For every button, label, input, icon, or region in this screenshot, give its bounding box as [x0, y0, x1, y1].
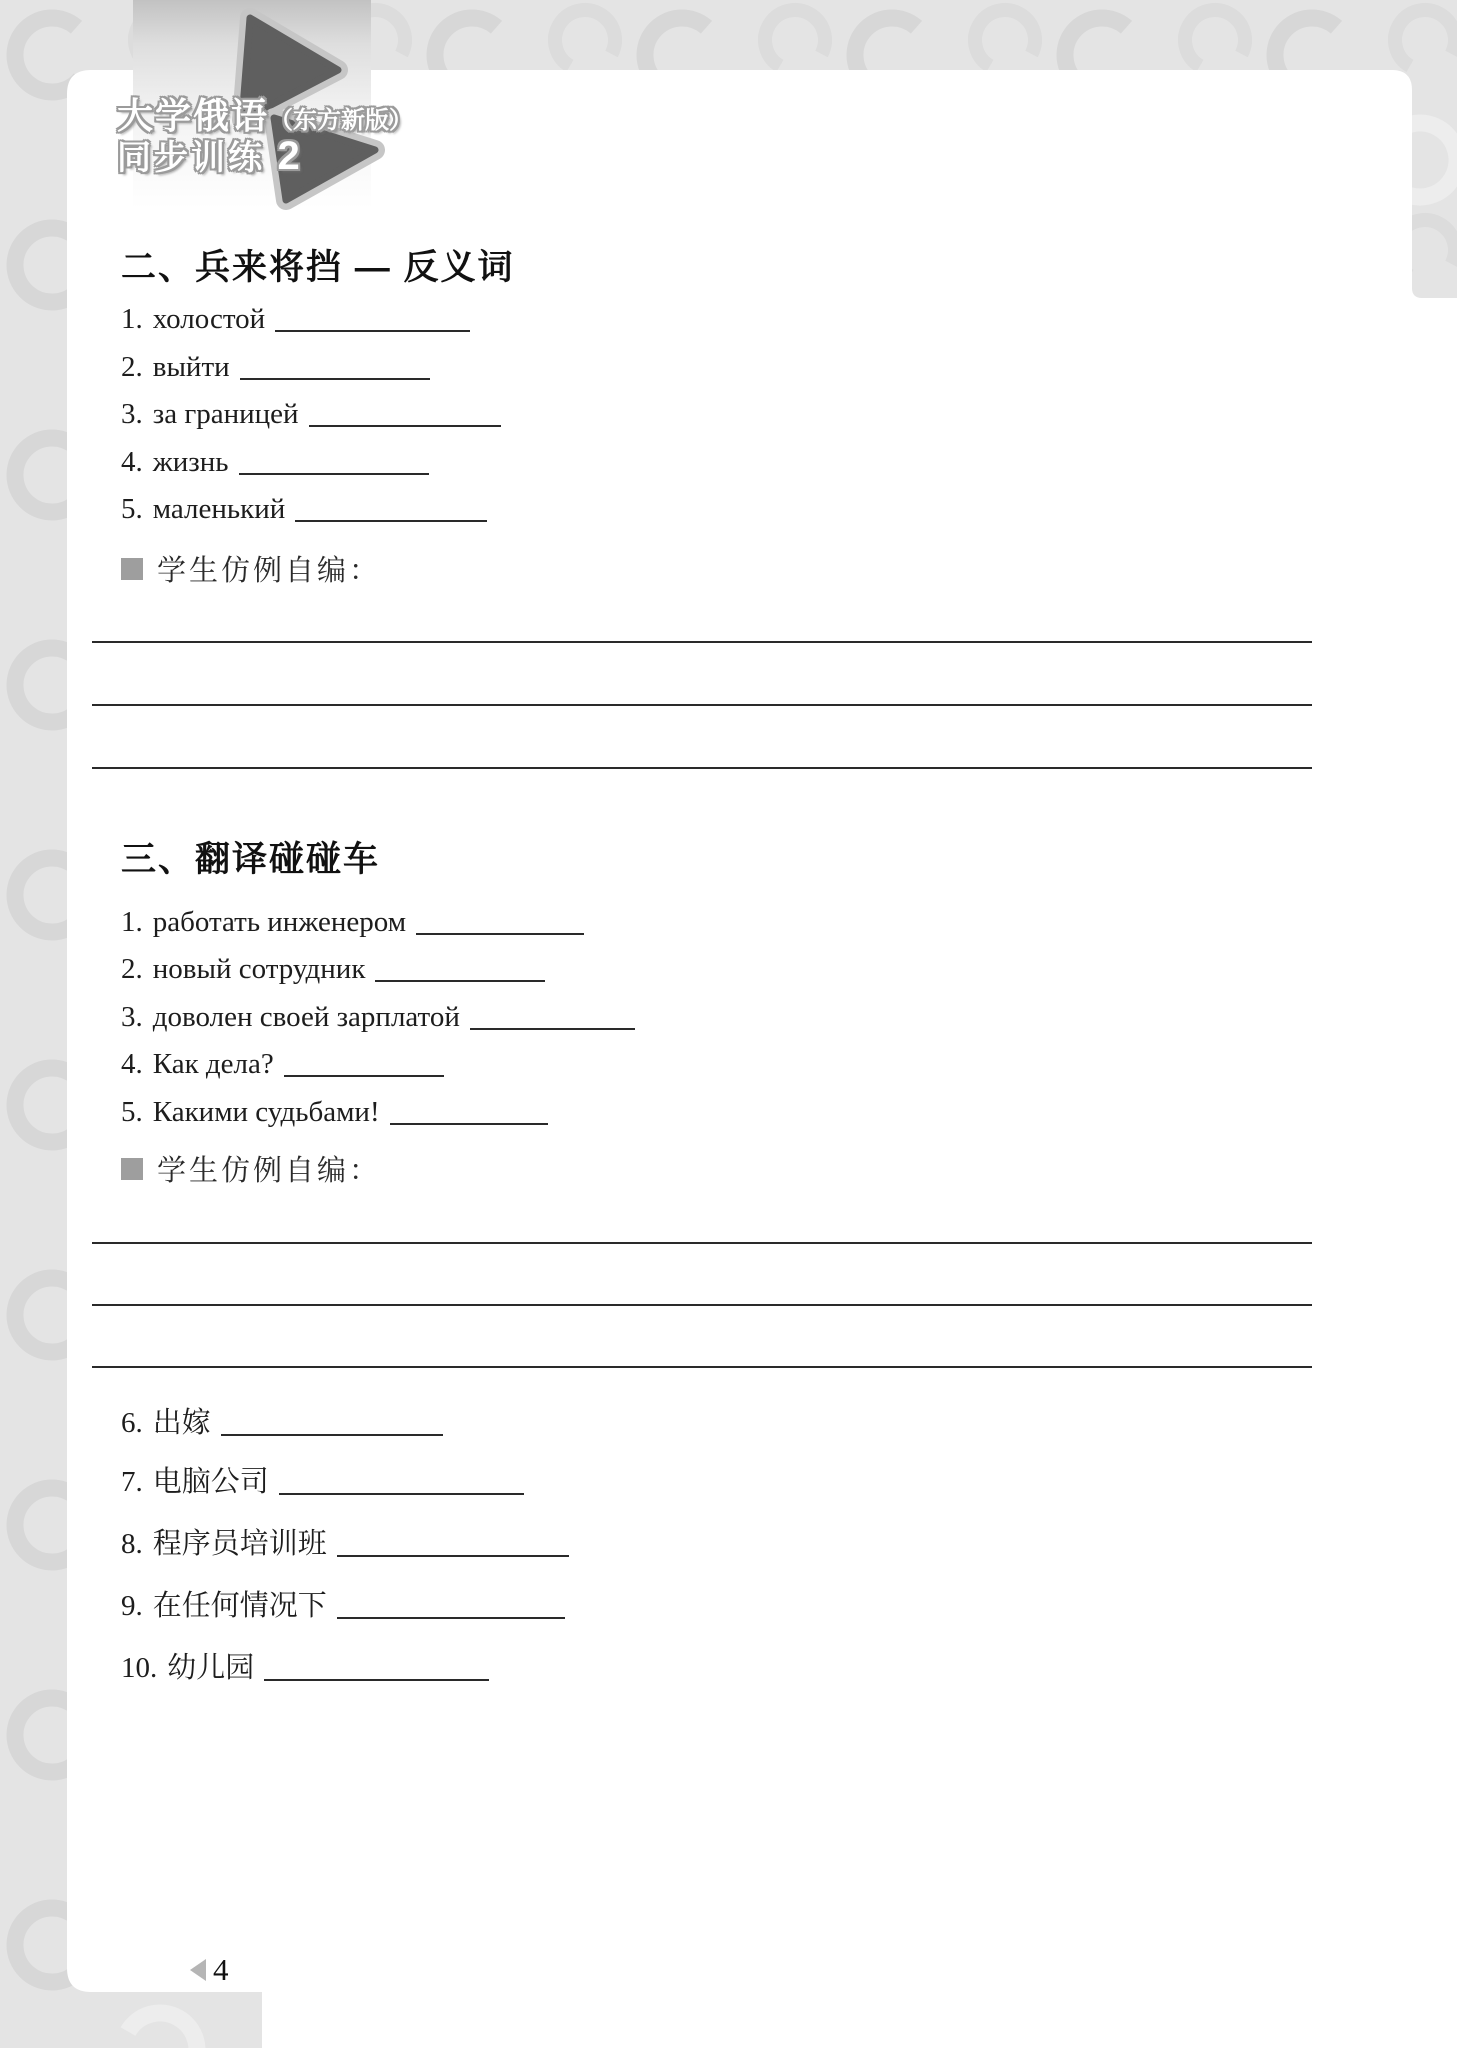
item-number: 3. — [121, 1001, 143, 1033]
writing-line — [92, 767, 1312, 769]
exercise-item — [121, 391, 501, 434]
answer-blank — [275, 300, 470, 332]
exercise-item — [121, 1645, 489, 1688]
item-number: 6. — [121, 1407, 143, 1439]
exercise-item — [121, 296, 470, 339]
item-number: 1. — [121, 906, 143, 938]
bullet-square-icon — [121, 558, 143, 580]
writing-line — [92, 641, 1312, 643]
answer-blank — [239, 443, 429, 475]
item-text: маленький — [152, 493, 286, 525]
exercise-item — [121, 1521, 569, 1564]
item-number: 5. — [121, 493, 143, 525]
answer-blank — [390, 1093, 548, 1125]
answer-blank — [284, 1045, 444, 1077]
answer-blank — [221, 1404, 443, 1436]
exercise-item — [121, 1089, 548, 1132]
answer-blank — [309, 395, 501, 427]
answer-blank — [337, 1587, 565, 1619]
item-number: 1. — [121, 303, 143, 335]
item-number: 4. — [121, 1048, 143, 1080]
page-nav-triangle-icon — [190, 1959, 206, 1981]
section-heading-3: 三、翻译碰碰车 — [121, 840, 381, 879]
item-text: Как дела? — [152, 1048, 274, 1080]
answer-blank — [264, 1649, 489, 1681]
answer-blank — [240, 348, 430, 380]
item-text: 在任何情况下 — [152, 1590, 327, 1622]
writing-line — [92, 1366, 1312, 1368]
item-text: 程序员培训班 — [152, 1528, 327, 1560]
practice-label: 学生仿例自编： — [157, 1155, 382, 1187]
answer-blank — [279, 1463, 524, 1495]
exercise-item — [121, 1041, 444, 1084]
exercise-item — [121, 899, 584, 942]
writing-line — [92, 1304, 1312, 1306]
logo-title-series: 同步训练 — [117, 139, 265, 177]
item-text: Какими судьбами! — [152, 1096, 380, 1128]
practice-label: 学生仿例自编： — [157, 555, 382, 587]
item-text: доволен своей зарплатой — [152, 1001, 460, 1033]
exercise-item — [121, 1459, 524, 1502]
writing-line — [92, 1242, 1312, 1244]
exercise-item — [121, 486, 487, 529]
answer-blank — [337, 1525, 569, 1557]
exercise-item — [121, 439, 429, 482]
exercise-item — [121, 344, 430, 387]
answer-blank — [295, 490, 487, 522]
item-text: за границей — [152, 398, 299, 430]
exercise-item — [121, 994, 635, 1037]
practice-prompt — [121, 1148, 381, 1189]
page-number: 4 — [213, 1952, 229, 1987]
answer-blank — [375, 950, 545, 982]
answer-blank — [470, 998, 635, 1030]
item-number: 9. — [121, 1590, 143, 1622]
bullet-square-icon — [121, 1158, 143, 1180]
logo-title-paren: （东方新版） — [269, 107, 414, 134]
item-text: выйти — [152, 351, 230, 383]
item-text: 电脑公司 — [152, 1466, 269, 1498]
item-number: 3. — [121, 398, 143, 430]
item-number: 2. — [121, 953, 143, 985]
logo-title-number: 2 — [277, 134, 303, 178]
exercise-item — [121, 1583, 565, 1626]
item-number: 4. — [121, 446, 143, 478]
item-number: 8. — [121, 1528, 143, 1560]
page-footer — [190, 1952, 229, 1988]
item-text: жизнь — [152, 446, 229, 478]
answer-blank — [416, 903, 584, 935]
item-number: 5. — [121, 1096, 143, 1128]
item-number: 10. — [121, 1652, 158, 1684]
exercise-item — [121, 1400, 443, 1443]
section-heading-2: 二、兵来将挡 — 反义词 — [121, 248, 515, 287]
item-text: работать инженером — [152, 906, 407, 938]
item-text: 出嫁 — [152, 1407, 211, 1439]
item-number: 7. — [121, 1466, 143, 1498]
item-text: холостой — [152, 303, 266, 335]
item-number: 2. — [121, 351, 143, 383]
item-text: новый сотрудник — [152, 953, 366, 985]
logo-title-main: 大学俄语 — [117, 95, 270, 136]
item-text: 幼儿园 — [167, 1652, 255, 1684]
exercise-item — [121, 946, 545, 989]
writing-line — [92, 704, 1312, 706]
practice-prompt — [121, 548, 381, 589]
